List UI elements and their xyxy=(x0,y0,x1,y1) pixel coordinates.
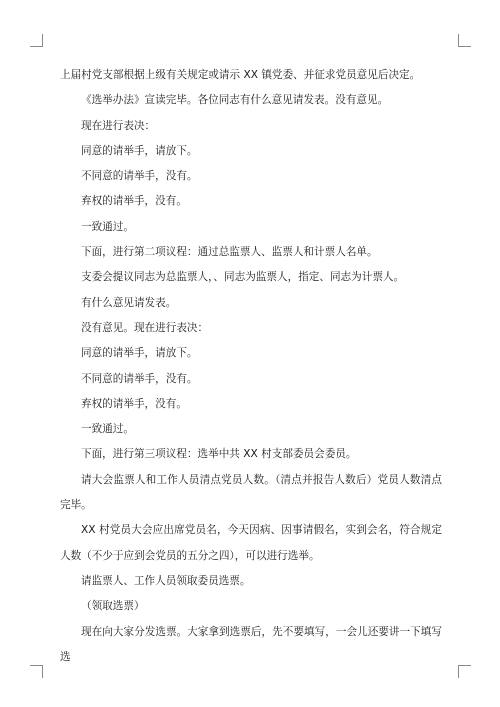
paragraph: 请大会监票人和工作人员清点党员人数。（清点并报告人数后）党员人数清点完毕。 xyxy=(60,473,442,512)
paragraph: 没有意见。现在进行表决： xyxy=(81,321,209,334)
paragraph: 同意的请举手，请放下。 xyxy=(81,144,198,157)
paragraph: 弃权的请举手，没有。 xyxy=(81,195,187,208)
paragraph: 不同意的请举手，没有。 xyxy=(81,170,198,183)
crop-mark-top-left xyxy=(30,34,43,47)
paragraph: 下面，进行第三项议程：选举中共 XX 村支部委员会委员。 xyxy=(81,448,357,461)
paragraph: 同意的请举手，请放下。 xyxy=(81,347,198,360)
paragraph: 有什么意见请发表。 xyxy=(81,296,177,309)
paragraph: 请监票人、工作人员领取委员选票。 xyxy=(81,574,251,587)
paragraph: 一致通过。 xyxy=(81,423,134,436)
paragraph: 弃权的请举手，没有。 xyxy=(81,397,187,410)
paragraph: 下面，进行第二项议程：通过总监票人、监票人和计票人名单。 xyxy=(81,246,378,259)
paragraph: 支委会提议同志为总监票人，、同志为监票人，指定、同志为计票人。 xyxy=(81,271,405,284)
paragraph: 上届村党支部根据上级有关规定或请示 XX 镇党委、并征求党员意见后决定。 xyxy=(60,69,421,81)
paragraph: 《选举办法》宣读完毕。各位同志有什么意见请发表。没有意见。 xyxy=(81,94,389,107)
document-body xyxy=(60,63,442,670)
paragraph: 现在向大家分发选票。大家拿到选票后，先不要填写，一会儿还要讲一下填写选 xyxy=(60,625,442,663)
paragraph: （领取选票） xyxy=(81,600,145,613)
crop-mark-bottom-left xyxy=(30,665,43,678)
paragraph: XX 村党员大会应出席党员名，今天因病、因事请假名，实到会名，符合规定人数（不少于应到会党员的五分之四），可以进行选举。 xyxy=(60,524,442,562)
paragraph: 现在进行表决： xyxy=(81,119,156,132)
crop-mark-bottom-right xyxy=(458,665,471,678)
paragraph: 不同意的请举手，没有。 xyxy=(81,372,198,385)
paragraph: 一致通过。 xyxy=(81,220,134,233)
crop-mark-top-right xyxy=(458,34,471,47)
